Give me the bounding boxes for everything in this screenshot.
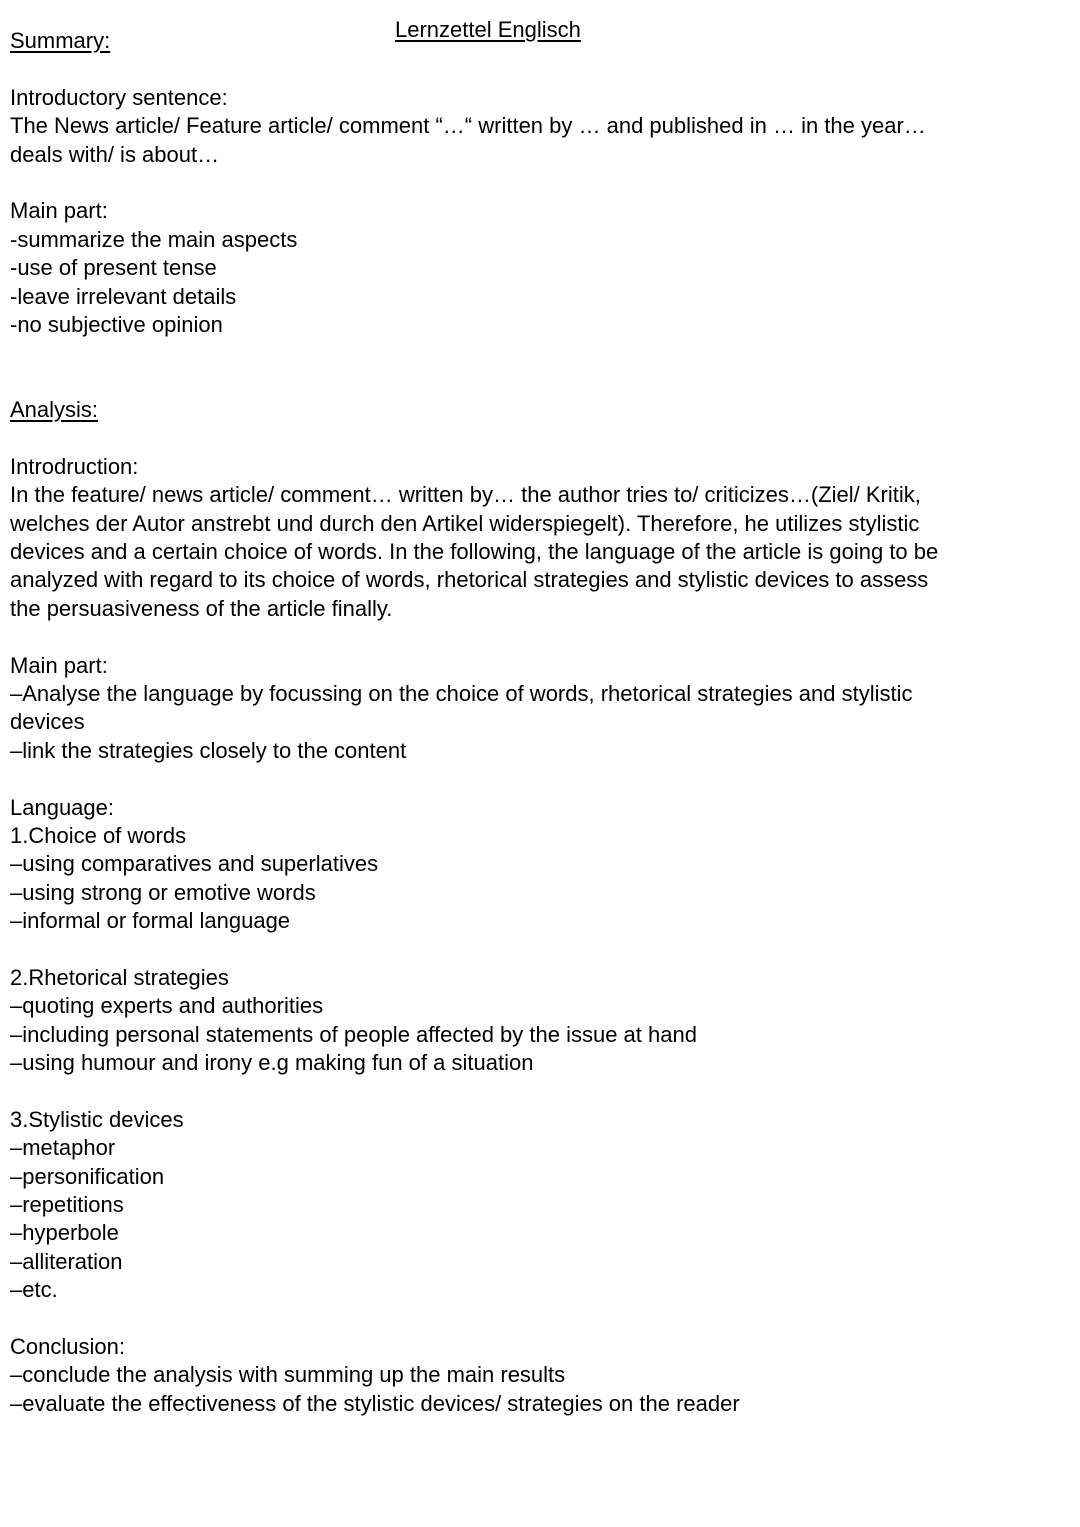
rhetorical-strategies-item: –quoting experts and authorities bbox=[10, 993, 324, 1019]
document-body bbox=[10, 27, 1050, 1418]
analysis-intro-line: devices and a certain choice of words. In the following, the language of the article is going to be bbox=[10, 539, 939, 565]
conclusion-item: –conclude the analysis with summing up the main results bbox=[10, 1362, 566, 1388]
spacer bbox=[10, 1305, 1050, 1333]
analysis-intro-line: welches der Autor anstrebt und durch den Artikel widerspiegelt). Therefore, he utilizes stylistic bbox=[10, 510, 920, 536]
analysis-heading: Analysis: bbox=[10, 397, 99, 423]
spacer bbox=[10, 623, 1050, 651]
spacer bbox=[10, 55, 1050, 83]
summary-heading: Summary: bbox=[10, 28, 111, 53]
summary-intro-label: Introductory sentence: bbox=[10, 84, 228, 110]
conclusion-item: –evaluate the effectiveness of the stylistic devices/ strategies on the reader bbox=[10, 1390, 740, 1416]
summary-main-item: -summarize the main aspects bbox=[10, 226, 298, 252]
stylistic-devices-item: –personification bbox=[10, 1163, 165, 1189]
stylistic-devices-item: –repetitions bbox=[10, 1192, 124, 1218]
stylistic-devices-label: 3.Stylistic devices bbox=[10, 1106, 184, 1132]
summary-intro-line: The News article/ Feature article/ comment “…“ written by … and published in … in the year… bbox=[10, 113, 926, 139]
analysis-intro-label: Introdruction: bbox=[10, 453, 139, 479]
summary-intro-line: deals with/ is about… bbox=[10, 141, 220, 167]
language-label: Language: bbox=[10, 794, 114, 820]
spacer bbox=[10, 169, 1050, 197]
spacer bbox=[10, 1077, 1050, 1105]
rhetorical-strategies-item: –including personal statements of people affected by the issue at hand bbox=[10, 1021, 697, 1047]
summary-main-label: Main part: bbox=[10, 198, 108, 224]
analysis-main-item: –link the strategies closely to the content bbox=[10, 737, 407, 763]
analysis-main-label: Main part: bbox=[10, 652, 108, 678]
spacer bbox=[10, 368, 1050, 396]
rhetorical-strategies-label: 2.Rhetorical strategies bbox=[10, 964, 229, 990]
summary-main-item: -leave irrelevant details bbox=[10, 283, 237, 309]
choice-of-words-item: –using strong or emotive words bbox=[10, 879, 316, 905]
stylistic-devices-item: –hyperbole bbox=[10, 1220, 119, 1246]
stylistic-devices-item: –alliteration bbox=[10, 1248, 123, 1274]
analysis-section bbox=[10, 396, 1050, 1418]
spacer bbox=[10, 339, 1050, 367]
spacer bbox=[10, 765, 1050, 793]
summary-main-item: -use of present tense bbox=[10, 255, 217, 281]
summary-main-item: -no subjective opinion bbox=[10, 311, 223, 337]
spacer bbox=[10, 424, 1050, 452]
page-title: Lernzettel Englisch bbox=[395, 17, 581, 42]
rhetorical-strategies-item: –using humour and irony e.g making fun of a situation bbox=[10, 1050, 534, 1076]
stylistic-devices-item: –etc. bbox=[10, 1277, 58, 1303]
analysis-main-item: devices bbox=[10, 709, 85, 735]
conclusion-label: Conclusion: bbox=[10, 1333, 125, 1359]
analysis-intro-line: the persuasiveness of the article finally. bbox=[10, 595, 393, 621]
choice-of-words-label: 1.Choice of words bbox=[10, 822, 187, 848]
analysis-intro-line: analyzed with regard to its choice of words, rhetorical strategies and stylistic devices to assess bbox=[10, 567, 929, 593]
spacer bbox=[10, 936, 1050, 964]
stylistic-devices-item: –metaphor bbox=[10, 1135, 116, 1161]
analysis-main-item: –Analyse the language by focussing on the choice of words, rhetorical strategies and stylistic bbox=[10, 680, 913, 706]
choice-of-words-item: –using comparatives and superlatives bbox=[10, 851, 379, 877]
choice-of-words-item: –informal or formal language bbox=[10, 908, 291, 934]
summary-section bbox=[10, 27, 1050, 339]
analysis-intro-line: In the feature/ news article/ comment… written by… the author tries to/ criticizes…(Ziel/ Kritik, bbox=[10, 482, 921, 508]
